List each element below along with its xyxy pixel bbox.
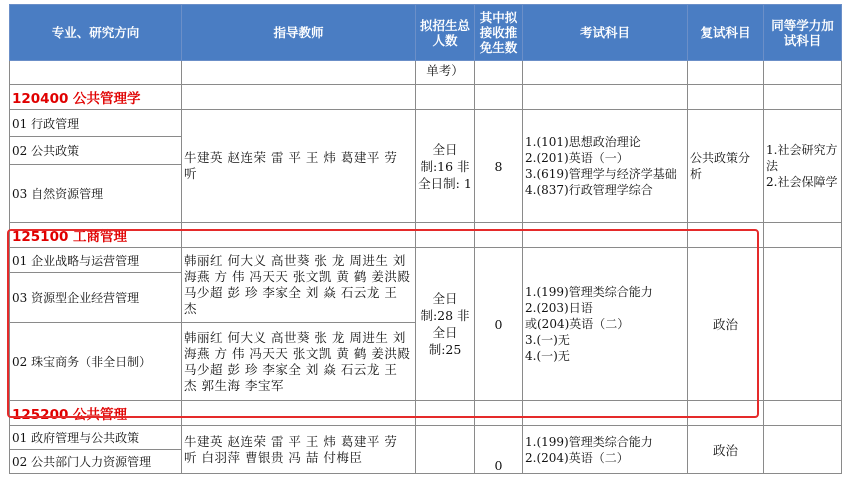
header-major: 专业、研究方向 [10, 5, 182, 61]
teacher-list: 牛建英 赵连荣 雷 平 王 炜 葛建平 劳 听 [182, 110, 416, 223]
teacher-list: 韩丽红 何大义 高世葵 张 龙 周进生 刘海燕 方 伟 冯天天 张文凯 黄 鹤 姜洪殿 马少超 彭 珍 李家全 刘 焱 石云龙 王 杰 [182, 248, 416, 323]
subject-item: 或(204)英语（二） [525, 317, 630, 331]
exam-subjects [523, 110, 688, 223]
direction: 03 资源型企业经营管理 [10, 273, 182, 323]
enroll-count: 全日制:16 非全日制: 1 [416, 110, 475, 223]
teacher-list: 韩丽红 何大义 高世葵 张 龙 周进生 刘海燕 方 伟 冯天天 张文凯 黄 鹤 姜洪殿 马少超 彭 珍 李家全 刘 焱 石云龙 王 杰 郭生海 李宝军 [182, 323, 416, 401]
subject-item: 4.(837)行政管理学综合 [525, 183, 653, 197]
header-row [10, 5, 842, 61]
header-equivalent: 同等学力加试科目 [764, 5, 842, 61]
continuation-text: 单考） [416, 61, 475, 85]
enroll-count: 全日制:28 非全日制:25 [416, 248, 475, 401]
subject-item: 1.(199)管理类综合能力 [525, 434, 653, 449]
exempt-count: 0 [475, 426, 523, 474]
major-title: 125200 公共管理 [10, 401, 182, 426]
subject-item: 4.(一)无 [525, 349, 570, 363]
equivalent-subjects [764, 110, 842, 223]
retest-subject: 公共政策分析 [688, 110, 764, 223]
exempt-count: 0 [475, 248, 523, 401]
exempt-count: 8 [475, 110, 523, 223]
header-retest: 复试科目 [688, 5, 764, 61]
header-exam-subjects: 考试科目 [523, 5, 688, 61]
direction: 01 企业战略与运营管理 [10, 248, 182, 273]
subject-item: 3.(一)无 [525, 333, 570, 347]
exam-subjects [523, 248, 688, 401]
direction: 02 珠宝商务（非全日制） [10, 323, 182, 401]
direction: 02 公共部门人力资源管理 [10, 450, 182, 474]
subject-item: 1.(101)思想政治理论 [525, 135, 641, 149]
direction: 03 自然资源管理 [10, 165, 182, 223]
header-exempt: 其中拟接收推免生数 [475, 5, 523, 61]
direction: 01 政府管理与公共政策 [10, 426, 182, 450]
major-row-125100 [10, 223, 842, 248]
subject-item: 3.(619)管理学与经济学基础 [525, 167, 677, 181]
major-row-120400 [10, 85, 842, 110]
direction: 02 公共政策 [10, 137, 182, 165]
enrollment-table [9, 4, 842, 474]
teacher-list: 牛建英 赵连荣 雷 平 王 炜 葛建平 劳 听 白羽萍 曹银贵 冯 喆 付梅臣 [182, 426, 416, 474]
retest-subject: 政治 [688, 426, 764, 474]
direction: 01 行政管理 [10, 110, 182, 137]
header-planned-enroll: 拟招生总人数 [416, 5, 475, 61]
subject-item: 1.(199)管理类综合能力 [525, 285, 653, 299]
equivalent-item: 1.社会研究方法 [766, 143, 838, 173]
major-title: 120400 公共管理学 [10, 85, 182, 110]
retest-subject: 政治 [688, 248, 764, 401]
subject-item: 2.(203)日语 [525, 301, 593, 315]
direction-row [10, 110, 842, 137]
equivalent-item: 2.社会保障学 [766, 175, 838, 189]
major-title: 125100 工商管理 [10, 223, 182, 248]
direction-row [10, 426, 842, 450]
header-teachers: 指导教师 [182, 5, 416, 61]
continuation-row [10, 61, 842, 85]
subject-item: 2.(201)英语（一） [525, 151, 629, 165]
direction-row [10, 248, 842, 273]
subject-item: 2.(204)英语（二） [525, 450, 629, 465]
exam-subjects [523, 426, 688, 474]
major-row-125200 [10, 401, 842, 426]
